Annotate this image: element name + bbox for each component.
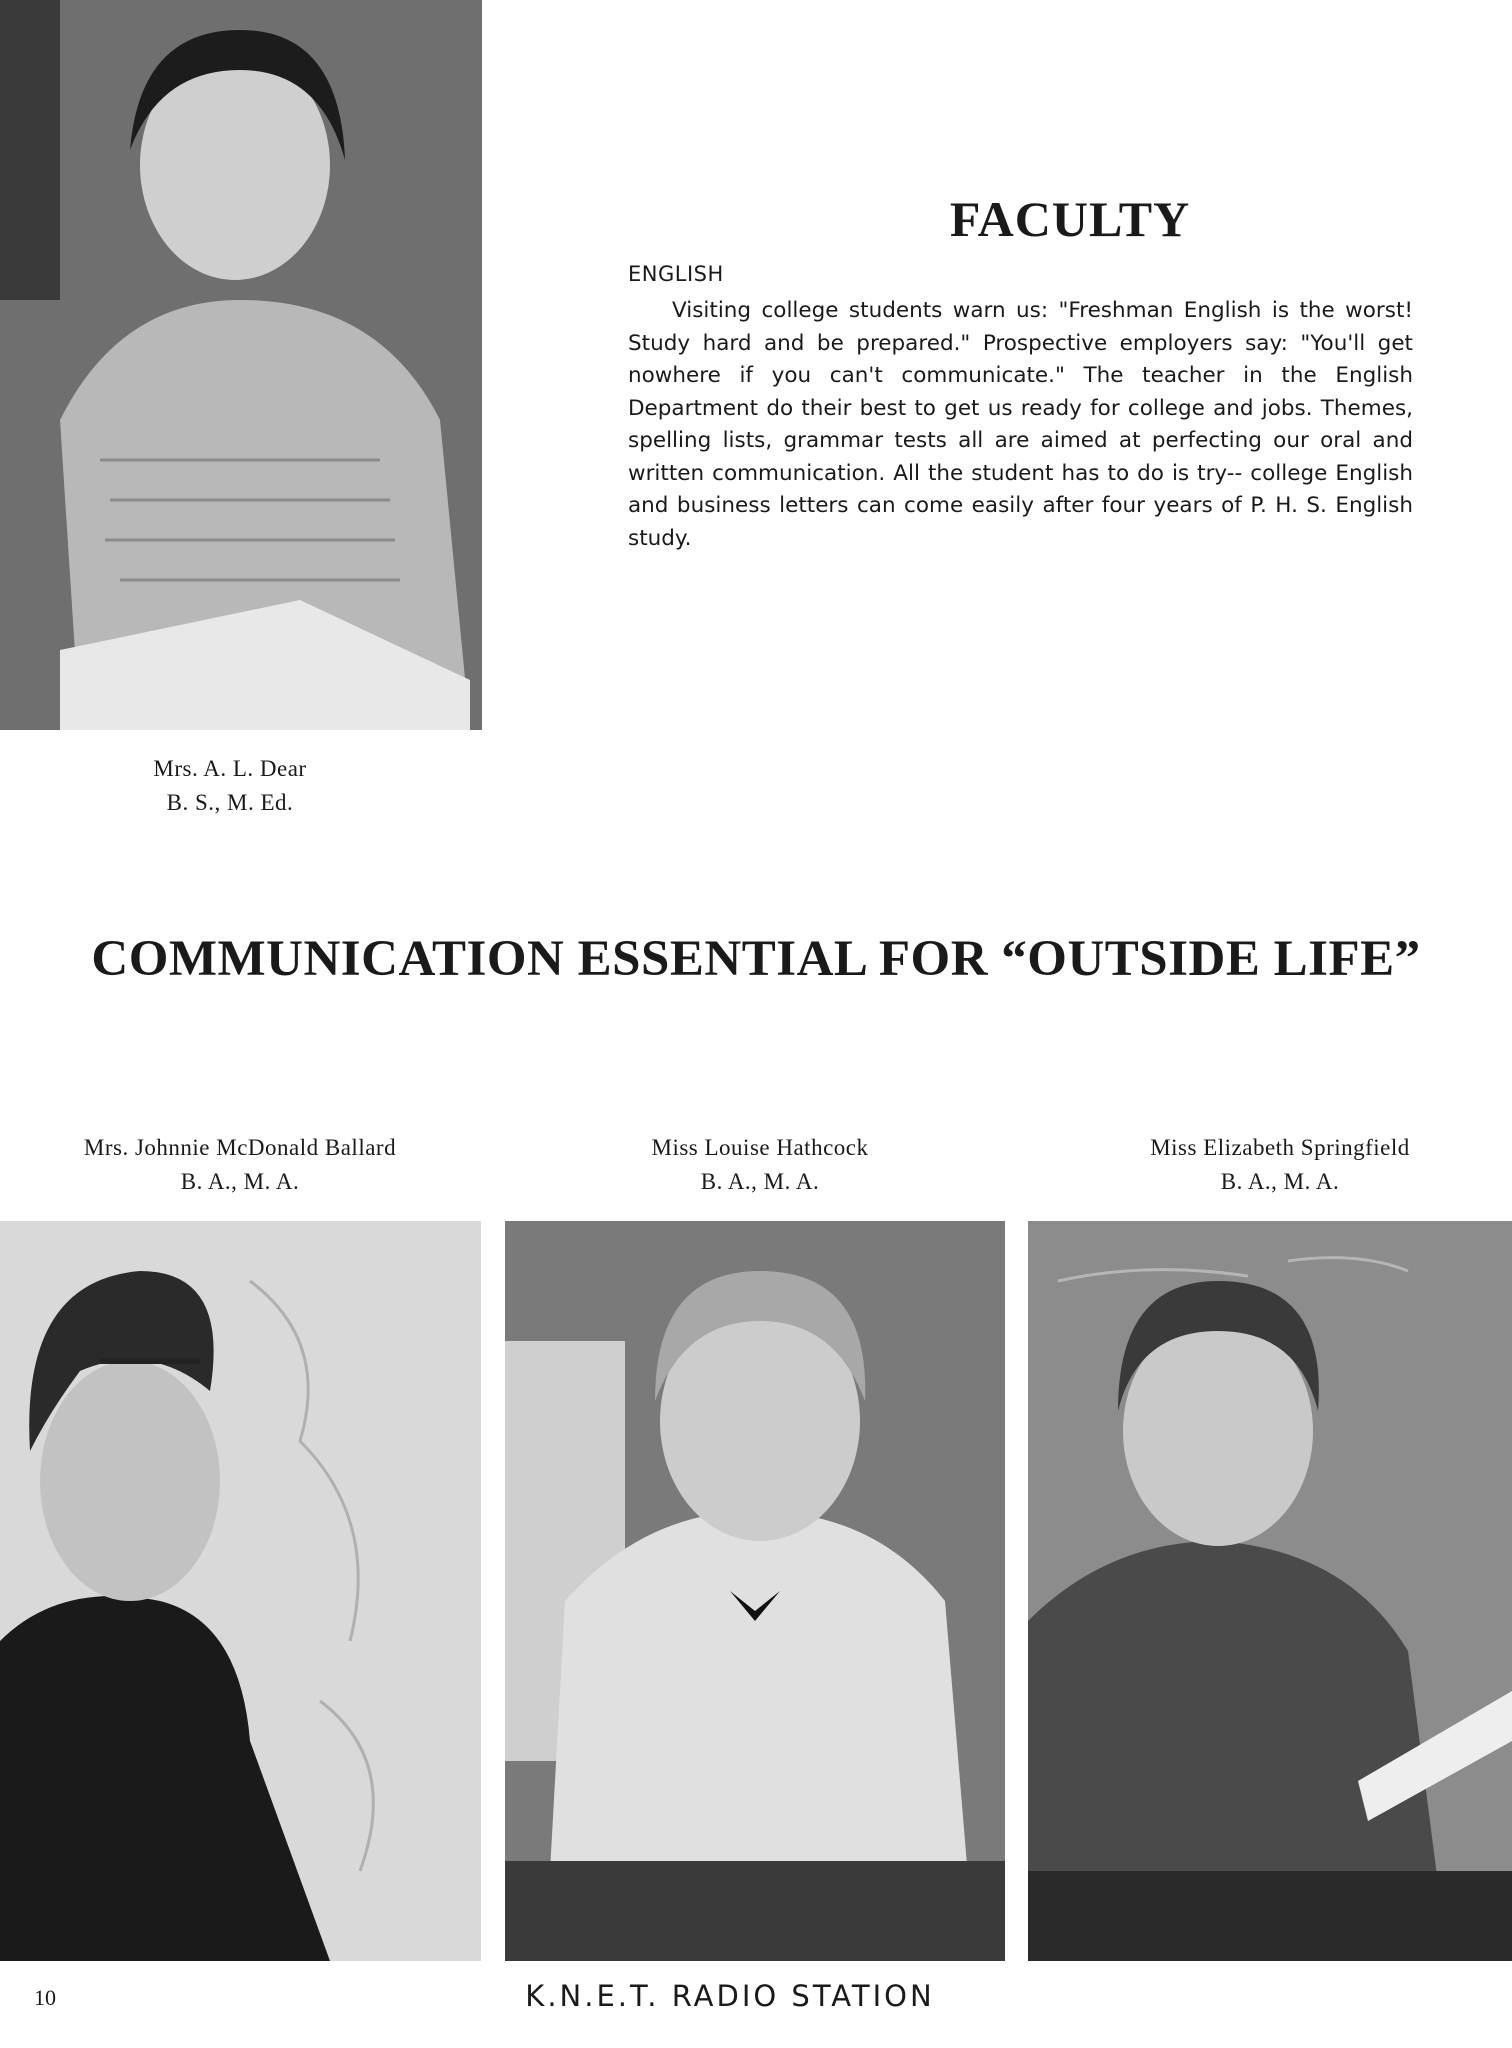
faculty-degrees: B. A., M. A. (700, 1169, 820, 1194)
page-title: FACULTY (949, 191, 1191, 247)
footer-text: K.N.E.T. RADIO STATION (525, 1979, 935, 2013)
department-description: Visiting college students warn us: "Freshman English is the worst! Study hard and be prepared." Prospective employers say: "You'll get nowhere if you can't communicate." The teacher in the English Department do their best to get us ready for college and jobs. Themes, spelling lists, grammar tests all are aimed at perfecting our oral and written communication. All the student has to do is try-- college English and business letters can come easily after four years of P. H. S. English study. (628, 298, 1413, 551)
faculty-name: Miss Louise Hathcock (651, 1135, 869, 1160)
faculty-name: Mrs. A. L. Dear (153, 756, 307, 781)
portrait-hathcock-illustration (505, 1221, 1005, 1961)
faculty-photo-hathcock (505, 1221, 1005, 1961)
caption-ballard (40, 1131, 440, 1199)
faculty-photo-dear (0, 0, 482, 730)
faculty-degrees: B. A., M. A. (1220, 1169, 1340, 1194)
caption-springfield (1100, 1131, 1460, 1199)
department-label: ENGLISH (628, 262, 724, 286)
faculty-name: Miss Elizabeth Springfield (1150, 1135, 1410, 1160)
portrait-ballard-illustration (0, 1221, 481, 1961)
faculty-photo-ballard (0, 1221, 481, 1961)
caption-dear (110, 752, 350, 820)
faculty-photo-springfield (1028, 1221, 1512, 1961)
page-number: 10 (34, 1985, 56, 2010)
faculty-degrees: B. S., M. Ed. (166, 790, 294, 815)
faculty-degrees: B. A., M. A. (180, 1169, 300, 1194)
portrait-springfield-illustration (1028, 1221, 1512, 1961)
caption-hathcock (600, 1131, 920, 1199)
portrait-dear-illustration (0, 0, 482, 730)
faculty-name: Mrs. Johnnie McDonald Ballard (83, 1135, 397, 1160)
headline: COMMUNICATION ESSENTIAL FOR “OUTSIDE LIFE” (91, 931, 1421, 987)
